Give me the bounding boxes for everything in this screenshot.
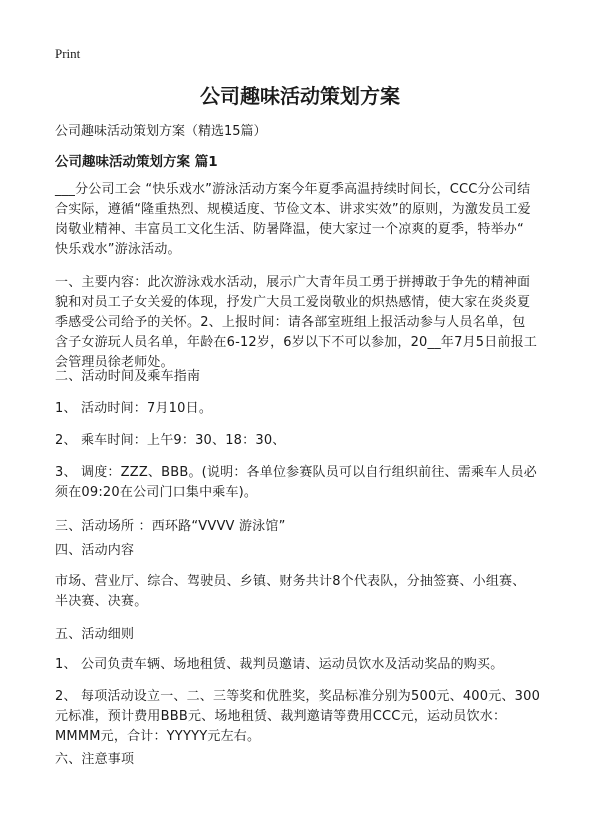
paragraph xyxy=(55,367,200,387)
paragraph-line: 四、活动内容 xyxy=(55,543,135,558)
paragraph-line: 2、 每项活动设立一、二、三等奖和优胜奖，奖品标准分别为500元、400元、300 xyxy=(55,689,541,704)
paragraph xyxy=(55,572,525,612)
paragraph-line: 合实际，遵循“隆重热烈、规模适度、节俭文本、讲求实效”的原则，为激发员工爱 xyxy=(55,202,531,217)
paragraph xyxy=(55,399,212,419)
paragraph-line: 快乐戏水”游泳活动。 xyxy=(55,242,181,257)
paragraph-line: 2、 乘车时间：上午9：30、18：30、 xyxy=(55,433,286,448)
paragraph-line: 会管理员徐老师处。 xyxy=(55,355,174,370)
paragraph xyxy=(55,180,531,260)
paragraph-line: 1、 活动时间：7月10日。 xyxy=(55,401,213,416)
paragraph-line: 3、 调度：ZZZ、BBB。(说明：各单位参赛队员可以自行组织前往、需乘车人员必 xyxy=(55,465,537,480)
paragraph-line: 岗敬业精神、丰富员工文化生活、防暑降温，使大家过一个凉爽的夏季，特举办“ xyxy=(55,222,524,237)
paragraph-line: 须在09:20在公司门口集中乘车)。 xyxy=(55,485,258,500)
paragraph-line: 二、活动时间及乘车指南 xyxy=(55,369,201,384)
paragraph-line: 1、 公司负责车辆、场地租赁、裁判员邀请、运动员饮水及活动奖品的购买。 xyxy=(55,657,504,672)
paragraph-line: 市场、营业厅、综合、驾驶员、乡镇、财务共计8个代表队，分抽签赛、小组赛、 xyxy=(55,574,526,589)
paragraph xyxy=(55,625,134,645)
paragraph xyxy=(55,655,503,675)
page-title: 公司趣味活动策划方案 xyxy=(200,84,400,108)
paragraph-line: 三、活动场所 ：西环路“VVVV 游泳馆” xyxy=(55,519,286,534)
paragraph-line: 六、注意事项 xyxy=(55,752,135,767)
paragraph xyxy=(55,750,134,770)
print-link[interactable]: Print xyxy=(55,46,81,61)
section-heading: 公司趣味活动策划方案 篇1 xyxy=(55,154,218,170)
paragraph-line: 貌和对员工子女关爱的体现，抒发广大员工爱岗敬业的炽热感情，使大家在炎炎夏 xyxy=(55,295,531,310)
paragraph-line: 含子女游玩人员名单，年龄在6-12岁，6岁以下不可以参加，20__年7月5日前报工 xyxy=(55,335,538,350)
paragraph-line: MMMM元，合计：YYYYY元左右。 xyxy=(55,729,261,744)
paragraph-line: 季感受公司给予的关怀。2、上报时间：请各部室班组上报活动参与人员名单，包 xyxy=(55,315,526,330)
paragraph xyxy=(55,463,537,503)
paragraph-line: 五、活动细则 xyxy=(55,627,135,642)
paragraph-line: 半决赛、决赛。 xyxy=(55,594,148,609)
paragraph-line: 一、主要内容：此次游泳戏水活动，展示广大青年员工勇于拼搏敢于争先的精神面 xyxy=(55,275,531,290)
paragraph xyxy=(55,541,134,561)
paragraph xyxy=(55,687,540,747)
paragraph xyxy=(55,431,286,451)
paragraph-line: 元标准，预计费用BBB元、场地租赁、裁判邀请等费用CCC元，运动员饮水： xyxy=(55,709,507,724)
paragraph xyxy=(55,273,537,373)
paragraph-line: ___分公司工会 “快乐戏水”游泳活动方案今年夏季高温持续时间长，CCC分公司结 xyxy=(55,182,531,197)
paragraph xyxy=(55,517,286,537)
subtitle: 公司趣味活动策划方案（精选15篇） xyxy=(55,124,267,139)
